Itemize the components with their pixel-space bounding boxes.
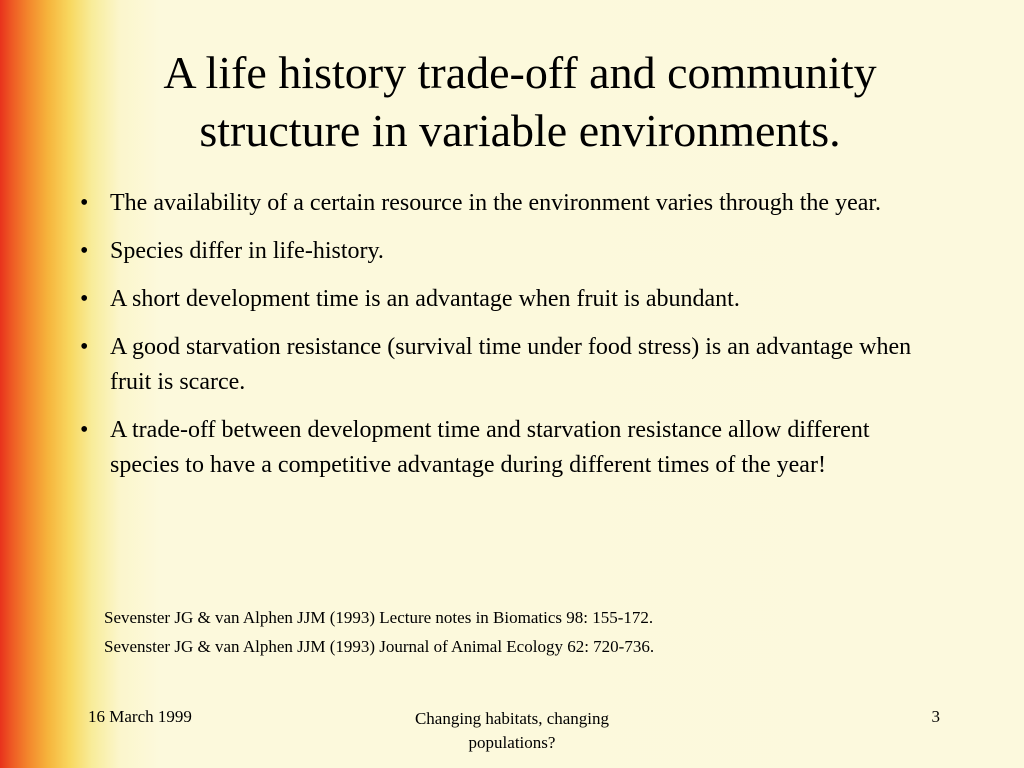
bullet-item bbox=[80, 186, 940, 221]
footer-date: 16 March 1999 bbox=[88, 707, 192, 726]
bullet-marker: • bbox=[80, 286, 89, 312]
reference-item: Sevenster JG & van Alphen JJM (1993) Journal of Animal Ecology 62: 720-736. bbox=[104, 637, 655, 656]
bullet-marker: • bbox=[80, 334, 89, 360]
bullet-marker: • bbox=[80, 417, 89, 443]
bullet-text: A good starvation resistance (survival time under food stress) is an advantage when fruit is scarce. bbox=[110, 334, 912, 395]
bullet-item bbox=[80, 413, 940, 483]
bullet-marker: • bbox=[80, 238, 89, 264]
bullet-text: A short development time is an advantage when fruit is abundant. bbox=[110, 286, 740, 312]
bullet-text: The availability of a certain resource in the environment varies through the year. bbox=[110, 190, 882, 216]
reference-item: Sevenster JG & van Alphen JJM (1993) Lecture notes in Biomatics 98: 155-172. bbox=[104, 608, 654, 627]
bullet-item bbox=[80, 282, 940, 317]
bullet-text: A trade-off between development time and starvation resistance allow different species to have a competitive advantage during different times of the year! bbox=[110, 417, 870, 478]
bullet-item bbox=[80, 330, 940, 400]
bullet-item bbox=[80, 234, 940, 269]
bullet-list bbox=[80, 186, 940, 496]
bullet-marker: • bbox=[80, 190, 89, 216]
slide-title: A life history trade-off and community structure in variable environments. bbox=[163, 47, 877, 156]
slide-number: 3 bbox=[931, 707, 940, 726]
references bbox=[104, 603, 924, 661]
bullet-text: Species differ in life-history. bbox=[110, 238, 384, 264]
footer-title: Changing habitats, changing populations? bbox=[414, 709, 610, 752]
